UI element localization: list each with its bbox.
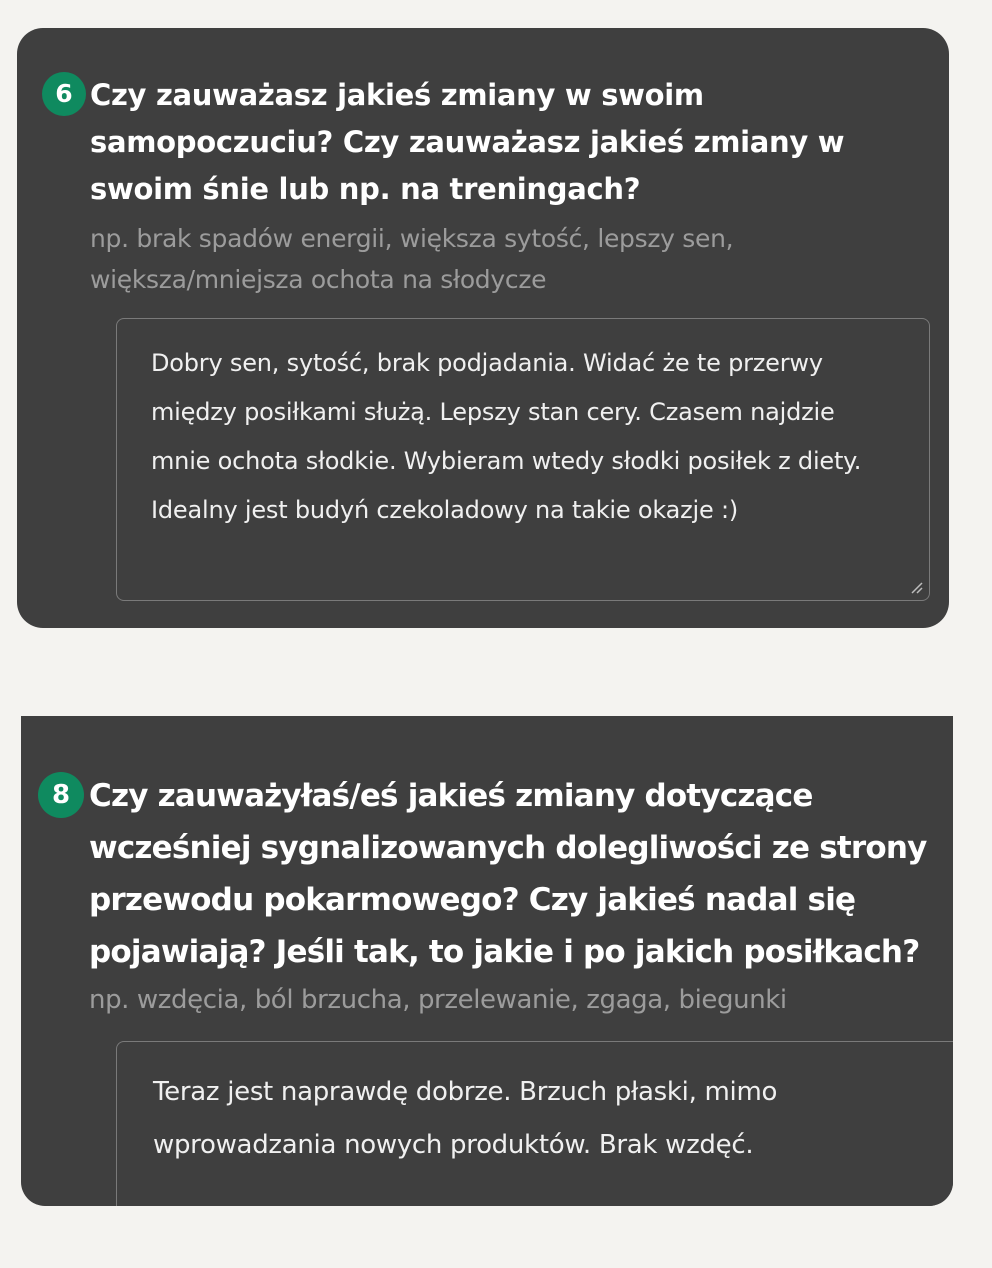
resize-handle-icon[interactable]: [909, 580, 923, 594]
question-number-badge: 6: [42, 72, 86, 116]
question-card-6: [17, 28, 949, 628]
answer-textarea[interactable]: [116, 1041, 953, 1206]
answer-text: Dobry sen, sytość, brak podjadania. Widać że te przerwy między posiłkami służą. Lepszy stan cery. Czasem najdzie mnie ochota słodkie. Wybieram wtedy słodki posiłek z diety. Idealny jest budyń czekoladowy na takie okazje :): [151, 349, 862, 524]
question-card-8: [21, 716, 953, 1206]
question-title: Czy zauważasz jakieś zmiany w swoim samopoczuciu? Czy zauważasz jakieś zmiany w swoim śnie lub np. na treningach?: [90, 78, 845, 206]
question-title: Czy zauważyłaś/eś jakieś zmiany dotyczące wcześniej sygnalizowanych dolegliwości ze strony przewodu pokarmowego? Czy jakieś nadal się pojawiają? Jeśli tak, to jakie i po jakich posiłkach?: [89, 778, 927, 970]
answer-text: Teraz jest naprawdę dobrze. Brzuch płaski, mimo wprowadzania nowych produktów. Brak wzdęć.: [153, 1077, 778, 1160]
question-hint: np. wzdęcia, ból brzucha, przelewanie, zgaga, biegunki: [89, 985, 787, 1015]
question-hint: np. brak spadów energii, większa sytość, lepszy sen, większa/mniejsza ochota na słodycze: [90, 224, 734, 294]
question-number-badge: 8: [38, 772, 84, 818]
answer-textarea[interactable]: [116, 318, 930, 601]
